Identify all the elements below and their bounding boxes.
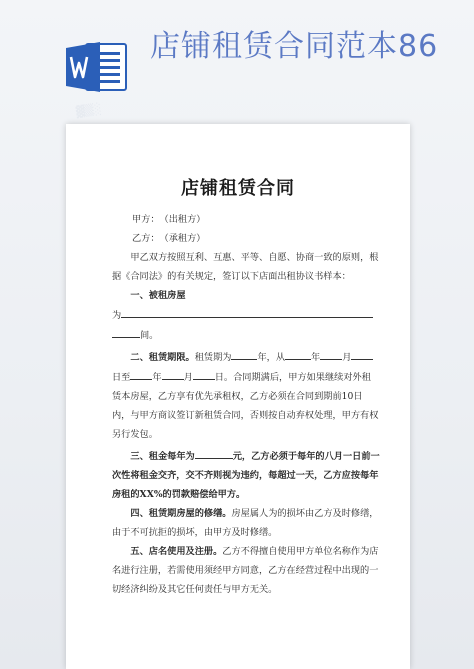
section-4-heading: 四、租赁期房屋的修缮。: [130, 508, 232, 519]
section-2-paragraph: [112, 347, 380, 444]
party-a-line: 甲方： （出租方）: [132, 214, 206, 225]
section-5-paragraph: [112, 542, 380, 599]
text-run: 月: [183, 372, 193, 383]
text-run: 日。合同期满后，甲方如果继续对外租赁本房屋，乙方享有优先承租权，乙方必须在合同到期前10日内，与甲方商议签订新租赁合同，否则按自动弃权处理，甲方有权另行发包。: [112, 372, 379, 440]
blank-field: [130, 367, 152, 380]
text-run: 房屋属人为的损坏由乙方及时修缮，由于不可抗拒的损坏，由甲方及时修缮。: [112, 508, 379, 538]
text-run: 年，从: [257, 352, 286, 363]
party-b-line: 乙方： （承租方）: [132, 233, 206, 244]
text-run: 月: [342, 352, 352, 363]
preamble-paragraph: 甲乙双方按照互利、互惠、平等、自愿、协商一致的原则，根据《合同法》的有关规定，签订以下店面出租协议书样本：: [112, 252, 379, 282]
blank-field: [121, 305, 373, 318]
text-run: 日至: [112, 372, 131, 383]
document-title: 店铺租赁合同: [181, 178, 295, 199]
blank-field: [231, 347, 257, 360]
blank-field: [112, 325, 140, 338]
text-run: 租赁期为: [194, 352, 232, 363]
watermark: ▓▒░: [75, 102, 103, 119]
blank-field: [193, 367, 215, 380]
text-run: 元，乙方必须于每年的八月一日前一次性将租金交齐，交不齐则视为违约，每超过一天，乙方应按每年房租的XX%的罚款赔偿给甲方。: [112, 451, 380, 500]
text-run: 乙方不得擅自使用甲方单位名称作为店名进行注册，若需使用须经甲方同意，乙方在经营过程中出现的一切经济纠纷及其它任何责任与甲方无关。: [112, 546, 379, 595]
blank-field: [285, 347, 311, 360]
section-3-heading: 三、租金每年为: [130, 451, 195, 462]
section-2-heading: 二、租赁期限。: [130, 352, 195, 363]
word-document-icon: [66, 40, 128, 94]
blank-field: [162, 367, 184, 380]
document-body: [112, 210, 380, 599]
section-1-heading: 一、被租房屋: [130, 290, 186, 301]
section-4-paragraph: [112, 504, 380, 542]
text-run: 年: [152, 372, 162, 383]
section-1-end: [112, 325, 380, 345]
section-3-paragraph: [112, 446, 380, 504]
blank-field: [195, 446, 233, 459]
section-5-heading: 五、店名使用及注册。: [130, 546, 223, 557]
section-1-prefix: 为: [112, 310, 122, 321]
header-banner: [0, 0, 474, 120]
blank-field: [320, 347, 342, 360]
section-1-line: [112, 305, 380, 325]
document-page: [66, 102, 410, 669]
blank-field: [351, 347, 373, 360]
banner-title: 店铺租赁合同范本86: [150, 29, 439, 64]
text-run: 年: [311, 352, 321, 363]
section-1-suffix: 间。: [140, 330, 159, 341]
